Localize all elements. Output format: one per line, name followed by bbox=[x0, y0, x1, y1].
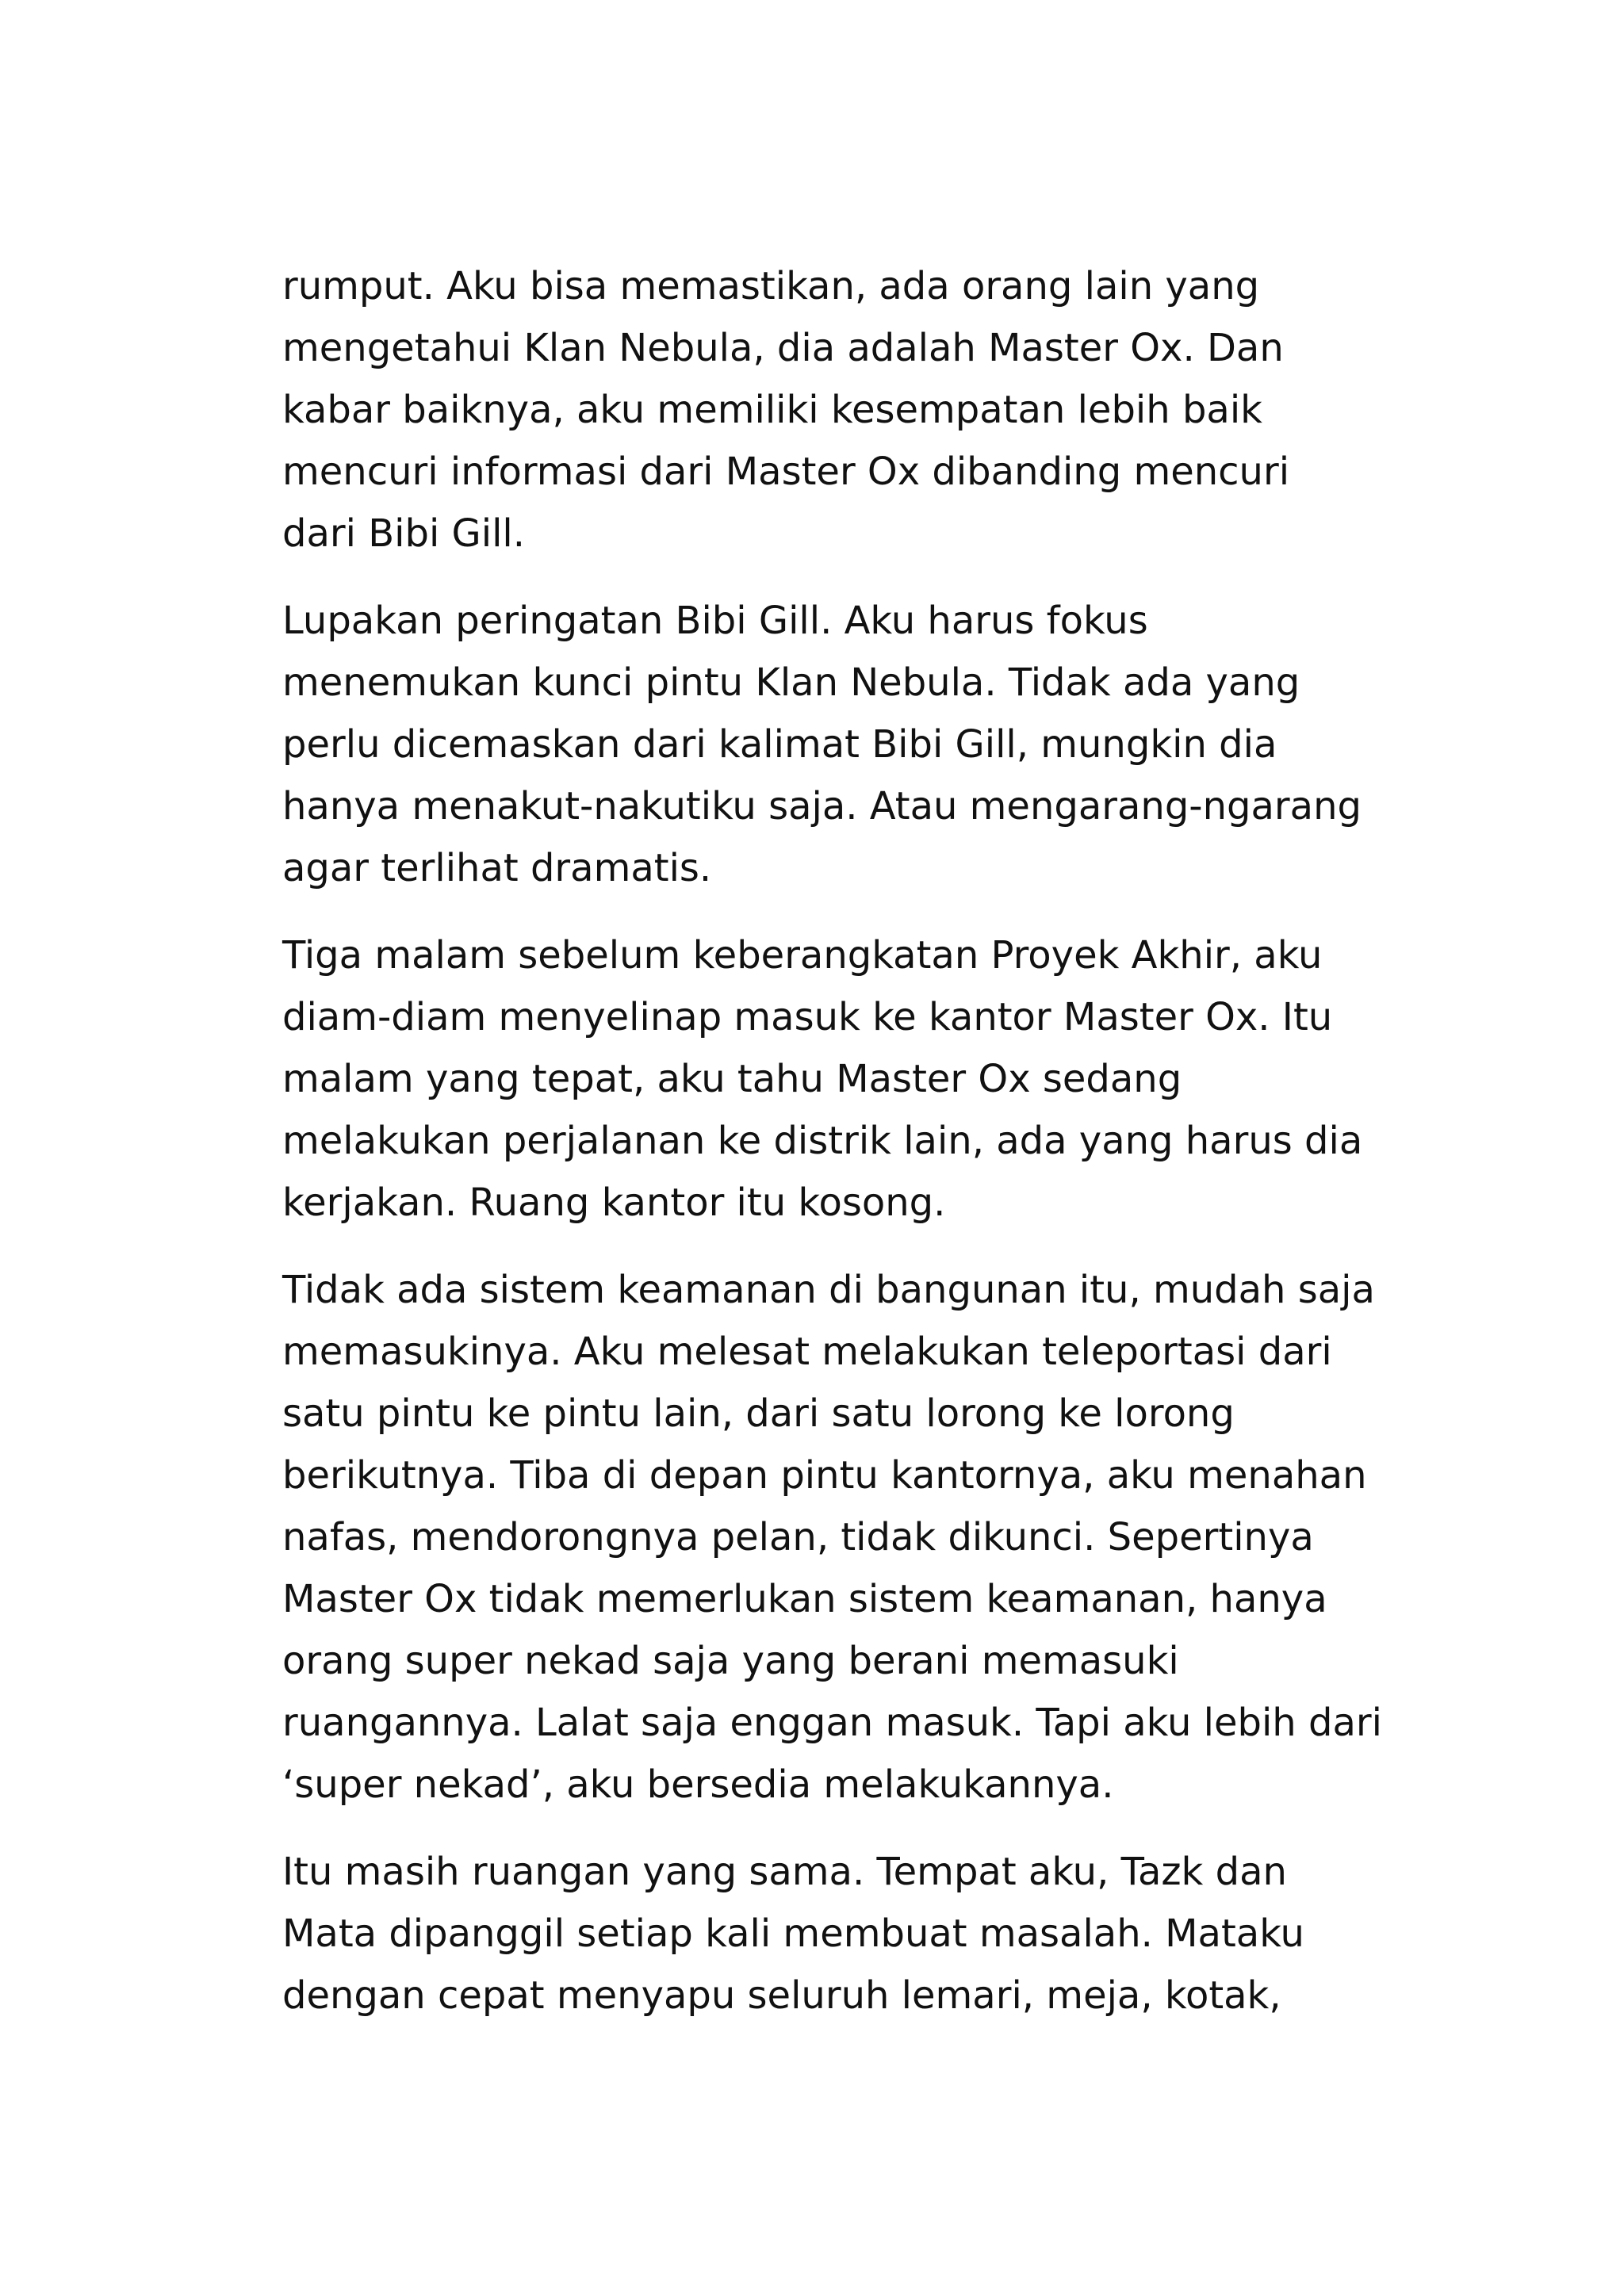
document-body bbox=[282, 255, 1392, 2052]
text-line: orang super nekad saja yang berani memasuki bbox=[282, 1639, 1179, 1683]
text-line: memasukinya. Aku melesat melakukan teleportasi dari bbox=[282, 1330, 1332, 1374]
text-line: malam yang tepat, aku tahu Master Ox sedang bbox=[282, 1057, 1182, 1101]
text-line: berikutnya. Tiba di depan pintu kantornya, aku menahan bbox=[282, 1453, 1367, 1498]
text-line: mengetahui Klan Nebula, dia adalah Master Ox. Dan bbox=[282, 326, 1284, 370]
paragraph bbox=[282, 1259, 1392, 1816]
text-line: Tidak ada sistem keamanan di bangunan itu, mudah saja bbox=[282, 1268, 1375, 1312]
text-line: nafas, mendorongnya pelan, tidak dikunci. Sepertinya bbox=[282, 1515, 1314, 1559]
text-line: diam-diam menyelinap masuk ke kantor Master Ox. Itu bbox=[282, 995, 1333, 1039]
text-line: Itu masih ruangan yang sama. Tempat aku, Tazk dan bbox=[282, 1850, 1287, 1894]
text-line: Tiga malam sebelum keberangkatan Proyek Akhir, aku bbox=[282, 933, 1323, 978]
text-line: rumput. Aku bisa memastikan, ada orang lain yang bbox=[282, 264, 1260, 308]
paragraph bbox=[282, 924, 1392, 1234]
text-line: agar terlihat dramatis. bbox=[282, 846, 712, 890]
paragraph bbox=[282, 1841, 1392, 2026]
text-line: mencuri informasi dari Master Ox dibanding mencuri bbox=[282, 450, 1290, 494]
text-line: ‘super nekad’, aku bersedia melakukannya. bbox=[282, 1762, 1114, 1807]
text-line: Lupakan peringatan Bibi Gill. Aku harus fokus bbox=[282, 599, 1148, 643]
text-line: Master Ox tidak memerlukan sistem keamanan, hanya bbox=[282, 1577, 1327, 1621]
text-line: satu pintu ke pintu lain, dari satu lorong ke lorong bbox=[282, 1391, 1235, 1436]
paragraph bbox=[282, 590, 1392, 899]
paragraph bbox=[282, 255, 1392, 564]
text-line: perlu dicemaskan dari kalimat Bibi Gill, mungkin dia bbox=[282, 722, 1277, 767]
text-line: menemukan kunci pintu Klan Nebula. Tidak ada yang bbox=[282, 660, 1300, 705]
text-line: ruangannya. Lalat saja enggan masuk. Tapi aku lebih dari bbox=[282, 1701, 1382, 1745]
text-line: kabar baiknya, aku memiliki kesempatan lebih baik bbox=[282, 388, 1262, 432]
text-line: dengan cepat menyapu seluruh lemari, meja, kotak, bbox=[282, 1973, 1281, 2018]
text-line: Mata dipanggil setiap kali membuat masalah. Mataku bbox=[282, 1911, 1304, 1956]
text-line: hanya menakut-nakutiku saja. Atau mengarang-ngarang bbox=[282, 784, 1362, 828]
text-line: kerjakan. Ruang kantor itu kosong. bbox=[282, 1181, 946, 1225]
text-line: dari Bibi Gill. bbox=[282, 511, 525, 556]
text-line: melakukan perjalanan ke distrik lain, ada yang harus dia bbox=[282, 1119, 1363, 1163]
